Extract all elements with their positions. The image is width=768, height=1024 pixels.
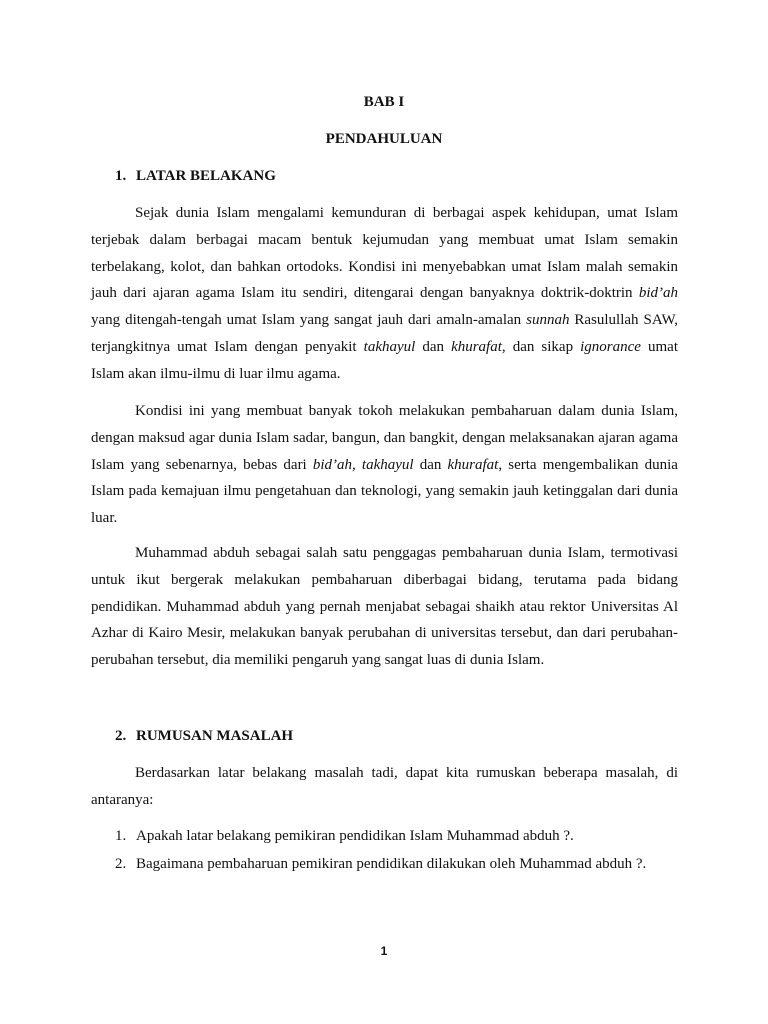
- section-number: 1.: [115, 168, 127, 184]
- section-title: RUMUSAN MASALAH: [136, 728, 294, 744]
- paragraph-intro: Berdasarkan latar belakang masalah tadi, dapat kita rumuskan beberapa masalah, di antaranya:: [91, 765, 678, 808]
- chapter-title: PENDAHULUAN: [325, 131, 443, 147]
- paragraph-text: dan: [415, 338, 452, 355]
- paragraph-1: [91, 200, 678, 388]
- paragraph-text: , dan sikap: [501, 338, 581, 355]
- section-heading-rumusan-masalah: [115, 728, 293, 745]
- paragraph-text: yang ditengah-tengah umat Islam yang sangat jauh dari amaln-amalan: [91, 312, 527, 329]
- page-number: 1: [380, 944, 388, 958]
- section-number: 2.: [115, 728, 127, 744]
- italic-term: khurafat: [451, 338, 502, 355]
- paragraph-text: Kondisi ini yang membuat banyak tokoh melakukan pembaharuan dalam dunia Islam, dengan maksud agar dunia Islam sadar, bangun, dan bangkit, dengan melaksanakan ajaran agama Islam yang sebenarnya, bebas dari: [91, 403, 678, 473]
- paragraph-text: dan: [413, 456, 448, 473]
- question-item-2: [115, 856, 646, 873]
- section-title: LATAR BELAKANG: [136, 168, 276, 184]
- paragraph-text: Sejak dunia Islam mengalami kemunduran di berbagai aspek kehidupan, umat Islam terjebak dalam berbagai macam bentuk kejumudan yang membuat umat Islam semakin terbelakang, kolot, dan bahkan ortodoks. Kondisi ini menyebabkan umat Islam malah semakin jauh dari ajaran agama Islam itu sendiri, ditengarai dengan banyaknya doktrik-doktrin: [91, 205, 678, 302]
- paragraph-3: Muhammad abduh sebagai salah satu penggagas pembaharuan dunia Islam, termotivasi untuk ikut bergerak melakukan pembaharuan diberbagai bidang, terutama pada bidang pendidikan. Muhammad abduh yang pernah menjabat sebagai shaikh atau rektor Universitas Al Azhar di Kairo Mesir, melakukan banyak perubahan di universitas tersebut, dan dari perubahan-perubahan tersebut, dia memiliki pengaruh yang sangat luas di dunia Islam.: [91, 545, 678, 669]
- italic-term: khurafat: [447, 456, 499, 473]
- paragraph-text: Rasulullah SAW, terjangkitnya umat Islam dengan penyakit: [91, 312, 678, 355]
- question-text: Bagaimana pembaharuan pemikiran pendidikan dilakukan oleh Muhammad abduh ?.: [136, 856, 647, 872]
- italic-term: bid’ah: [638, 285, 678, 302]
- italic-term: bid’ah, takhayul: [312, 456, 414, 473]
- chapter-label: BAB I: [363, 94, 405, 110]
- question-number: 1.: [115, 828, 127, 844]
- question-item-1: [115, 828, 574, 845]
- question-text: Apakah latar belakang pemikiran pendidikan Islam Muhammad abduh ?.: [136, 828, 574, 844]
- paragraph-2: [91, 398, 678, 532]
- italic-term: takhayul: [363, 338, 416, 355]
- paragraph-text: , serta mengembalikan dunia Islam pada kemajuan ilmu pengetahuan dan teknologi, yang semakin jauh ketinggalan dari dunia luar.: [91, 456, 678, 527]
- section-heading-latar-belakang: [115, 168, 276, 185]
- italic-term: ignorance: [580, 338, 641, 355]
- question-number: 2.: [115, 856, 127, 872]
- italic-term: sunnah: [526, 312, 570, 329]
- paragraph-text: umat Islam akan ilmu-ilmu di luar ilmu agama.: [91, 338, 678, 382]
